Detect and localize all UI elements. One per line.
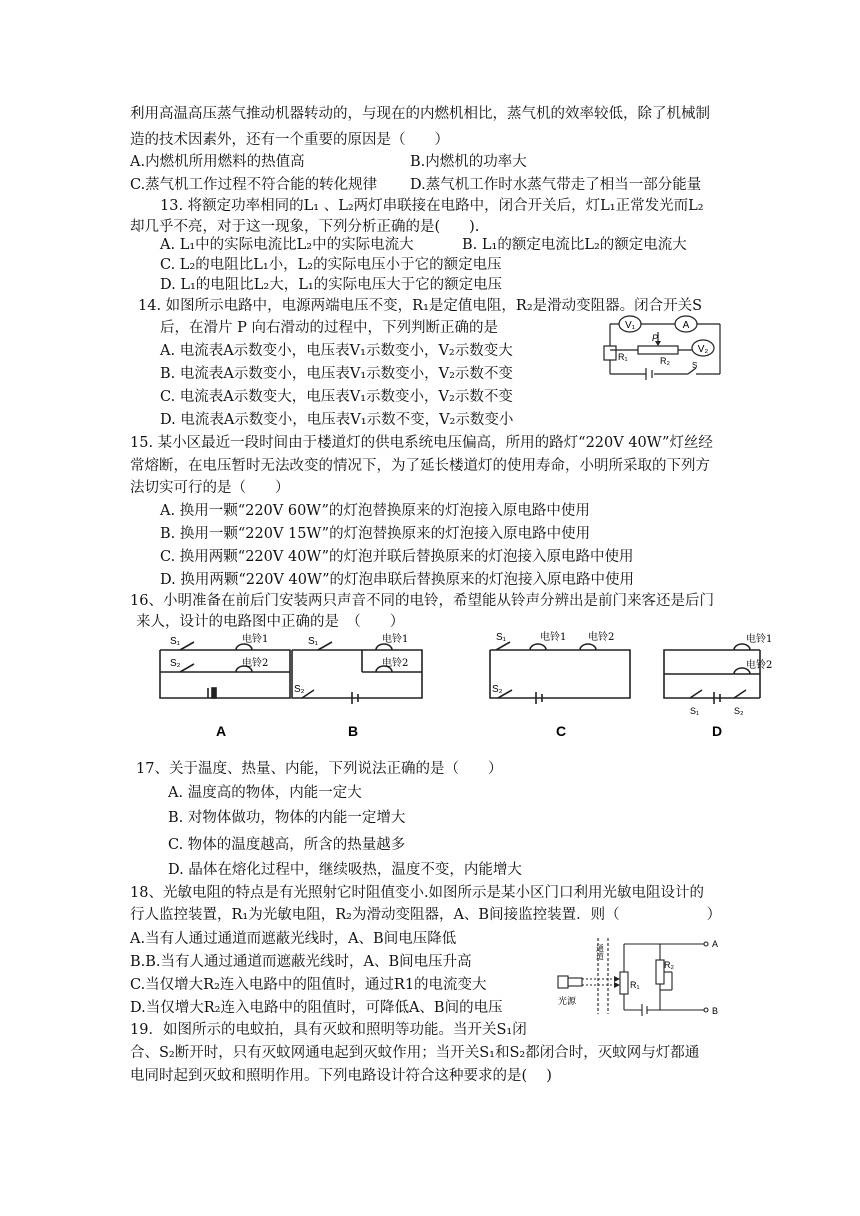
q13-stem-line2: 却几乎不亮，对于这一现象，下列分析正确的是( ). <box>130 219 480 235</box>
q18-option-b: B.B.当有人通过通道而遮蔽光线时，A、B间电压升高 <box>130 954 472 970</box>
q18-monitor-diagram <box>552 934 730 1018</box>
q18-fig-r1: R₁ <box>630 980 640 990</box>
q16-d-bell2: 电铃2 <box>746 660 773 671</box>
q18-option-a: A.当有人通过通道而遮蔽光线时，A、B间电压降低 <box>130 931 457 947</box>
q16-stem-line2: 来人，设计的电路图中正确的是 （ ） <box>136 614 405 630</box>
q16-c-bell1: 电铃1 <box>540 632 567 643</box>
q18-fig-r2: R₂ <box>664 960 674 970</box>
q14-fig-s: S <box>692 361 698 370</box>
q14-option-b: B. 电流表A示数变小，电压表V₁示数变小，V₂示数不变 <box>160 366 513 382</box>
q18-stem-line2: 行人监控装置，R₁为光敏电阻，R₂为滑动变阻器，A、B间接监控装置．则（ ） <box>130 907 722 923</box>
q14-stem-line1: 14. 如图所示电路中，电源两端电压不变，R₁是定值电阻，R₂是滑动变阻器。闭合开关S <box>138 298 703 314</box>
q13-option-c: C. L₂的电阻比L₁小，L₂的实际电压小于它的额定电压 <box>160 257 502 273</box>
q12-option-d: D.蒸气机工作时水蒸气带走了相当一部分能量 <box>410 177 702 193</box>
q14-option-c: C. 电流表A示数变大，电压表V₁示数变小，V₂示数不变 <box>160 389 513 405</box>
q16-a-s1: S₁ <box>170 636 181 647</box>
q16-b-bell1: 电铃1 <box>382 634 409 645</box>
q16-a-bell1: 电铃1 <box>242 634 269 645</box>
q14-fig-v2: V₂ <box>697 344 709 355</box>
q12-option-b: B.内燃机的功率大 <box>410 154 527 170</box>
q16-circuit-d <box>650 628 780 744</box>
q18-option-c: C.当仅增大R₂连入电路中的阻值时，通过R1的电流变大 <box>130 977 487 993</box>
q19-stem-line1: 19．如图所示的电蚊拍，具有灭蚊和照明等功能。当开关S₁闭 <box>130 1022 527 1038</box>
q16-c-bell2: 电铃2 <box>588 632 615 643</box>
q16-d-label: D <box>712 723 723 739</box>
q12-option-a: A.内燃机所用燃料的热值高 <box>130 154 305 170</box>
q16-b-bell2: 电铃2 <box>382 658 409 669</box>
q15-option-d: D. 换用两颗“220V 40W”的灯泡串联后替换原来的灯泡接入原电路中使用 <box>160 572 635 588</box>
q17-option-a: A. 温度高的物体，内能一定大 <box>168 785 362 801</box>
q14-fig-a: A <box>682 320 690 331</box>
q18-fig-b: B <box>712 1006 719 1016</box>
q15-stem-line1: 15. 某小区最近一段时间由于楼道灯的供电系统电压偏高，所用的路灯“220V 40W”灯丝经 <box>130 435 713 451</box>
q14-fig-r1: R₁ <box>618 352 628 362</box>
q16-circuit-b <box>282 628 432 744</box>
q18-stem-line1: 18、光敏电阻的特点是有光照射它时阻值变小.如图所示是某小区门口利用光敏电阻设计的 <box>130 885 705 901</box>
q16-d-s2: S₂ <box>734 706 744 716</box>
q16-c-s1: S₁ <box>496 632 507 643</box>
q13-stem-line1: 13. 将额定功率相同的L₁ 、L₂两灯串联接在电路中，闭合开关后，灯L₁正常发光而L₂ <box>160 198 704 214</box>
q18-option-d: D.当仅增大R₂连入电路中的阻值时，可降低A、B间的电压 <box>130 1000 503 1016</box>
q17-stem: 17、关于温度、热量、内能，下列说法正确的是（ ） <box>136 761 503 777</box>
q16-stem-line1: 16、小明准备在前后门安装两只声音不同的电铃，希望能从铃声分辨出是前门来客还是后门 <box>130 593 714 609</box>
q15-stem-line3: 法切实可行的是（ ） <box>130 480 290 496</box>
q13-option-b: B. L₁的额定电流比L₂的额定电流大 <box>462 237 687 253</box>
q15-option-b: B. 换用一颗“220V 15W”的灯泡替换原来的灯泡接入原电路中使用 <box>160 526 591 542</box>
q15-option-a: A. 换用一颗“220V 60W”的灯泡替换原来的灯泡接入原电路中使用 <box>160 503 590 519</box>
q16-b-s1: S₁ <box>308 636 319 647</box>
q14-option-a: A. 电流表A示数变小，电压表V₁示数变小，V₂示数变大 <box>160 343 513 359</box>
q16-b-s2: S₂ <box>294 684 305 695</box>
q14-fig-p: P <box>652 333 659 343</box>
q14-circuit-diagram <box>600 310 730 384</box>
q14-circuit-svg <box>600 310 730 384</box>
q16-circuit-a <box>150 628 300 744</box>
q18-fig-channel: 通道 <box>595 944 605 960</box>
q13-option-a: A. L₁中的实际电流比L₂中的实际电流大 <box>160 237 414 253</box>
q16-a-label: A <box>216 723 227 739</box>
q14-fig-v1: V₁ <box>624 320 636 331</box>
q18-fig-a: A <box>712 939 719 949</box>
q19-stem-line2: 合、S₂断开时，只有灭蚊网通电起到灭蚊作用；当开关S₁和S₂都闭合时，灭蚊网与灯都通 <box>130 1045 700 1061</box>
q16-circuit-c <box>480 628 640 744</box>
q16-d-bell1: 电铃1 <box>746 634 773 645</box>
q16-c-s2: S₂ <box>492 684 503 695</box>
q17-option-d: D. 晶体在熔化过程中，继续吸热，温度不变，内能增大 <box>168 862 522 878</box>
q13-option-d: D. L₁的电阻比L₂大，L₁的实际电压大于它的额定电压 <box>160 277 503 293</box>
q17-option-b: B. 对物体做功，物体的内能一定增大 <box>168 810 406 826</box>
q14-option-d: D. 电流表A示数变小，电压表V₁示数不变，V₂示数变小 <box>160 412 514 428</box>
q16-d-s1: S₁ <box>690 706 700 716</box>
q16-b-label: B <box>348 723 359 739</box>
q18-fig-light: 光源 <box>558 997 577 1007</box>
q16-a-s2: S₂ <box>170 658 181 669</box>
q12-stem-line1: 利用高温高压蒸气推动机器转动的，与现在的内燃机相比，蒸气机的效率较低，除了机械制 <box>130 106 710 122</box>
q19-stem-line3: 电同时起到灭蚊和照明作用。下列电路设计符合这种要求的是( ) <box>130 1068 552 1084</box>
q16-c-label: C <box>556 723 567 739</box>
q14-stem-line2: 后，在滑片 P 向右滑动的过程中，下列判断正确的是 <box>160 320 498 336</box>
q15-option-c: C. 换用两颗“220V 40W”的灯泡并联后替换原来的灯泡接入原电路中使用 <box>160 549 634 565</box>
q14-fig-r2: R₂ <box>660 356 670 366</box>
q15-stem-line2: 常熔断，在电压暂时无法改变的情况下，为了延长楼道灯的使用寿命，小明所采取的下列方 <box>130 458 710 474</box>
q12-option-c: C.蒸气机工作过程不符合能的转化规律 <box>130 177 378 193</box>
q12-stem-line2: 造的技术因素外，还有一个重要的原因是（ ） <box>130 132 449 148</box>
q17-option-c: C. 物体的温度越高，所含的热量越多 <box>168 837 406 853</box>
q16-a-bell2: 电铃2 <box>242 658 269 669</box>
